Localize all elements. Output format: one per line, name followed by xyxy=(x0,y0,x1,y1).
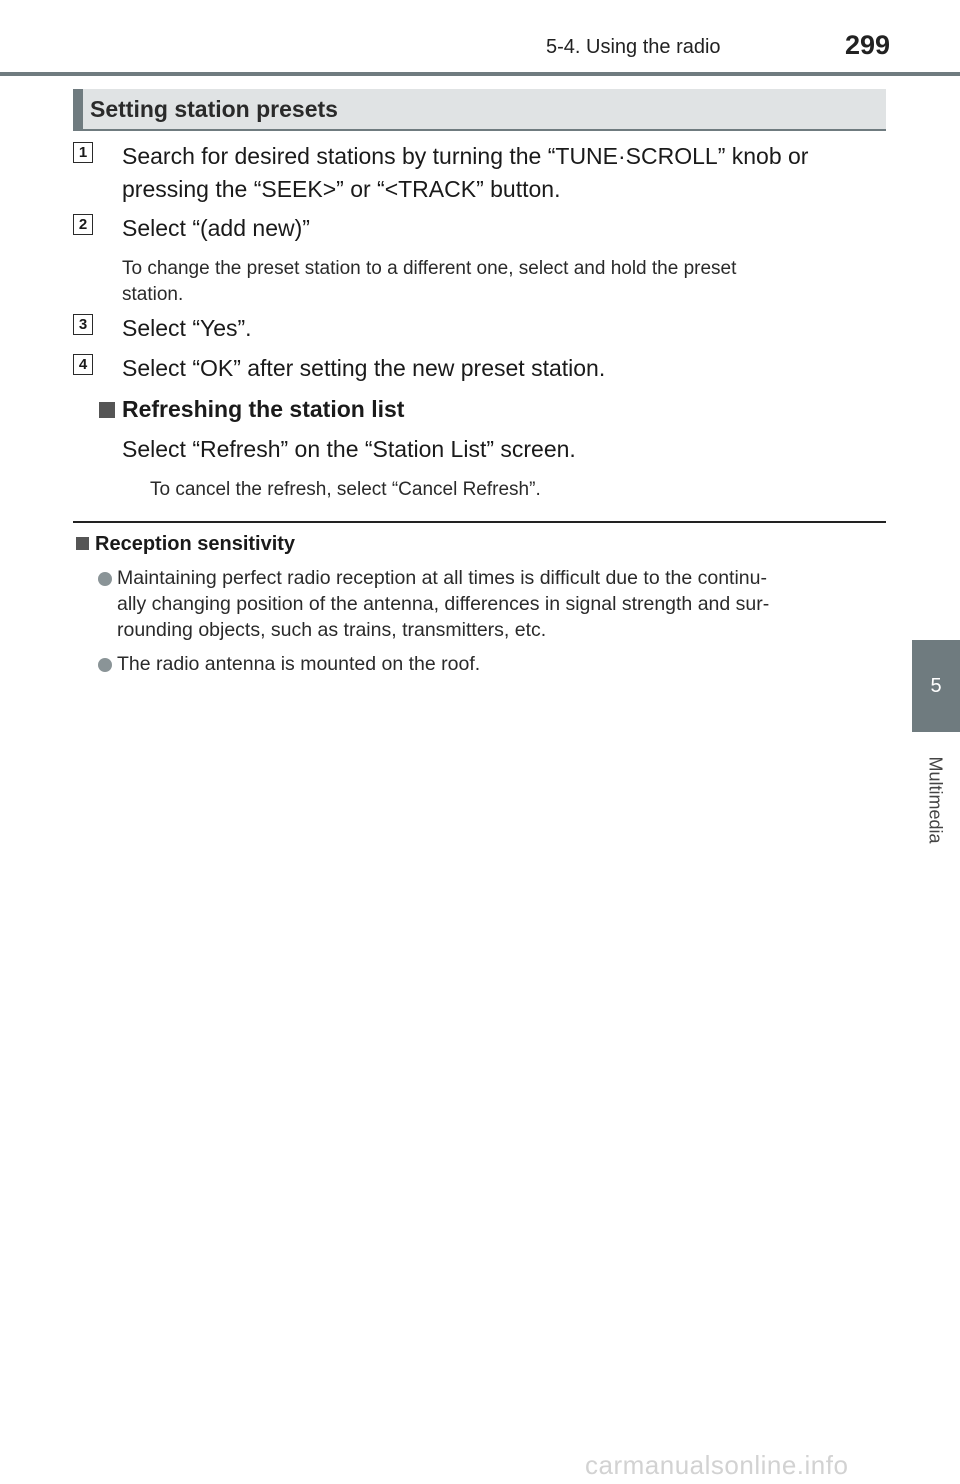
running-header-section: 5-4. Using the radio xyxy=(546,36,721,58)
section-title-bar xyxy=(73,89,886,129)
notes-separator xyxy=(73,521,886,523)
chapter-tab xyxy=(912,640,960,732)
square-bullet-icon xyxy=(99,402,115,418)
reception-heading-text: Reception sensitivity xyxy=(95,533,296,555)
chapter-label-container xyxy=(911,745,959,855)
reception-heading xyxy=(76,533,295,556)
step-number-1: 1 xyxy=(73,142,93,163)
square-bullet-icon xyxy=(76,537,89,550)
round-bullet-icon xyxy=(98,572,112,586)
reception-bullet-1-line3: rounding objects, such as trains, transmitters, etc. xyxy=(117,619,547,641)
reception-bullet-1-line1: Maintaining perfect radio reception at all times is difficult due to the continu- xyxy=(117,567,767,589)
step-4-text: Select “OK” after setting the new preset station. xyxy=(122,355,606,381)
step-1-text-line2: pressing the “SEEK>” or “<TRACK” button. xyxy=(122,176,561,202)
refresh-text: Select “Refresh” on the “Station List” screen. xyxy=(122,436,576,462)
section-title: Setting station presets xyxy=(90,96,338,122)
step-2-text: Select “(add new)” xyxy=(122,215,310,241)
page-number: 299 xyxy=(845,30,891,60)
refresh-heading-text: Refreshing the station list xyxy=(122,396,405,422)
chapter-number: 5 xyxy=(930,675,942,697)
title-accent xyxy=(73,89,83,129)
reception-bullet-1-line2: ally changing position of the antenna, differences in signal strength and sur- xyxy=(117,593,770,615)
round-bullet-icon xyxy=(98,658,112,672)
section-title-rule xyxy=(73,129,886,131)
step-number-4: 4 xyxy=(73,354,93,375)
step-3-text: Select “Yes”. xyxy=(122,315,252,341)
step-number-2: 2 xyxy=(73,214,93,235)
chapter-label: Multimedia xyxy=(925,756,946,844)
step-2-note-line2: station. xyxy=(122,284,184,305)
step-2-note-line1: To change the preset station to a different one, select and hold the preset xyxy=(122,258,737,279)
refresh-heading xyxy=(99,393,404,426)
refresh-note: To cancel the refresh, select “Cancel Refresh”. xyxy=(150,479,541,500)
header-rule xyxy=(0,72,960,76)
step-1-text-line1: Search for desired stations by turning the “TUNE·SCROLL” knob or xyxy=(122,143,809,169)
watermark: carmanualsonline.info xyxy=(585,1450,849,1480)
step-number-3: 3 xyxy=(73,314,93,335)
reception-bullet-2-line1: The radio antenna is mounted on the roof. xyxy=(117,653,481,675)
